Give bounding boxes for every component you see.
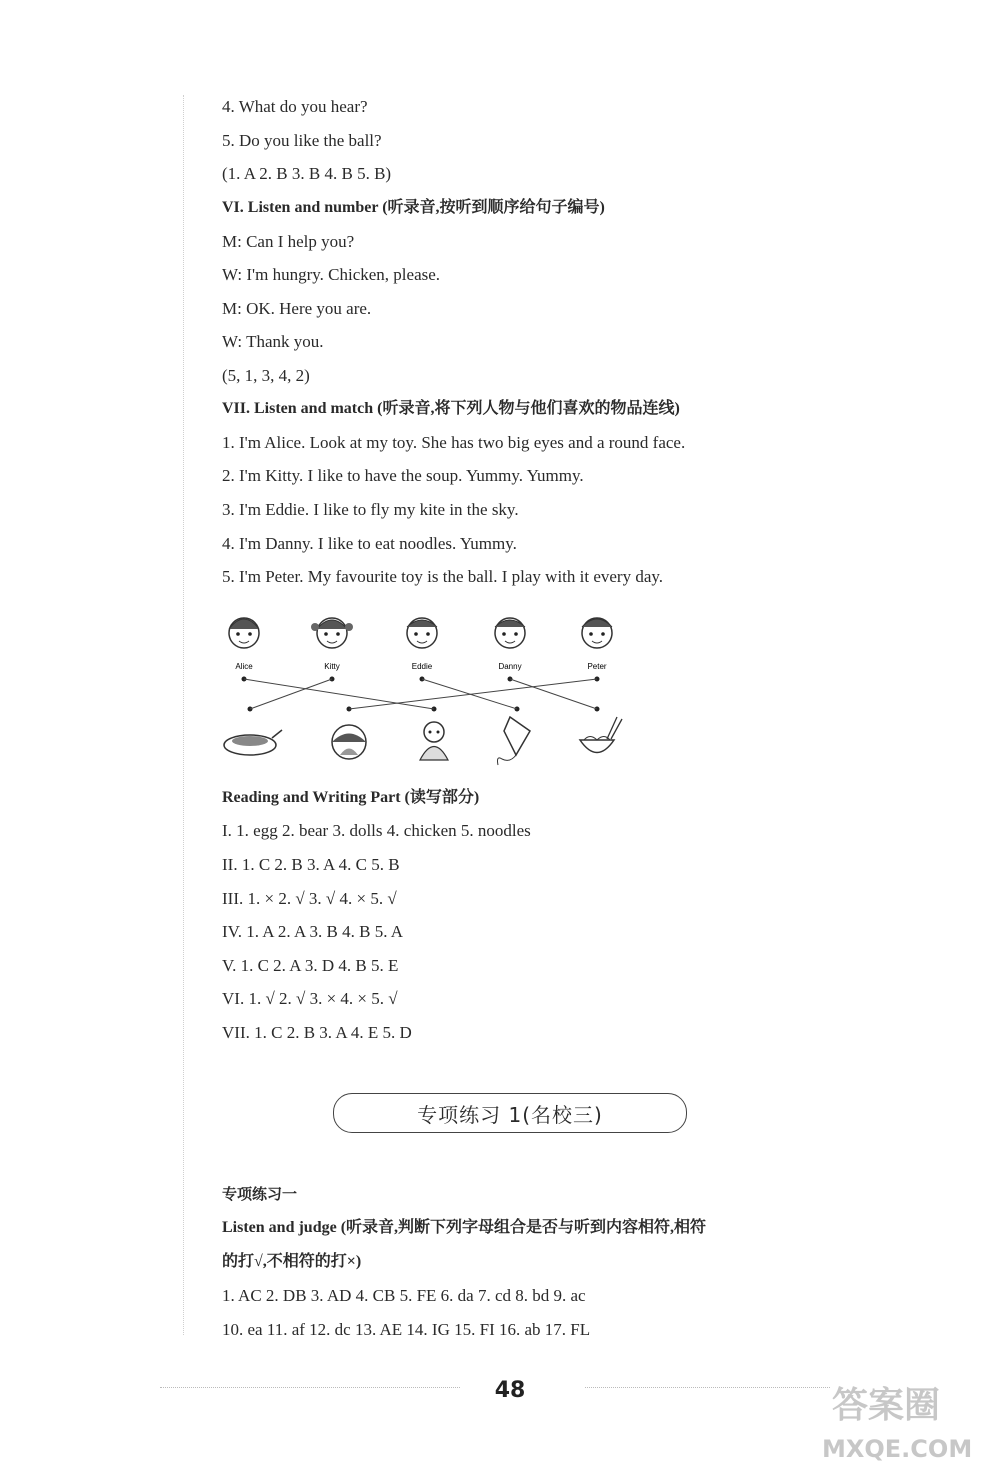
answer-row: II. 1. C 2. B 3. A 4. C 5. B [222, 855, 400, 874]
dialogue-line: W: Thank you. [222, 332, 324, 351]
answer-row: III. 1. × 2. √ 3. √ 4. × 5. √ [222, 889, 397, 908]
name-peter: Peter [587, 662, 607, 671]
dialogue-line: W: I'm hungry. Chicken, please. [222, 265, 441, 284]
answer-row: IV. 1. A 2. A 3. B 4. B 5. A [222, 922, 404, 941]
watermark-logo [812, 1372, 992, 1467]
dialogue-line: M: Can I help you? [222, 232, 355, 251]
transcript-line: 2. I'm Kitty. I like to have the soup. Yummy. Yummy. [222, 466, 584, 485]
matching-figure [212, 605, 632, 775]
svg-text:MXQE.COM: MXQE.COM [822, 1435, 973, 1463]
answers-line-2: 10. ea 11. af 12. dc 13. AE 14. IG 15. FI 16. ab 17. FL [222, 1320, 591, 1339]
question-5: 5. Do you like the ball? [222, 131, 382, 150]
transcript-line: 1. I'm Alice. Look at my toy. She has two big eyes and a round face. [222, 433, 686, 452]
name-eddie: Eddie [411, 662, 433, 671]
dialogue-line: M: OK. Here you are. [222, 299, 372, 318]
section-vi-answers: (5, 1, 3, 4, 2) [222, 366, 310, 385]
ball-icon [332, 725, 366, 759]
name-kitty: Kitty [324, 662, 340, 671]
special-practice-title: 专项练习 1(名校三) [417, 1102, 603, 1127]
question-4: 4. What do you hear? [222, 97, 368, 116]
svg-text:答案圈: 答案圈 [832, 1385, 941, 1426]
reading-writing-heading: Reading and Writing Part (读写部分) [222, 789, 480, 806]
footer-divider-right [585, 1387, 830, 1388]
face-peter-icon [582, 618, 612, 648]
answers-line-1: 1. AC 2. DB 3. AD 4. CB 5. FE 6. da 7. cd 8. bd 9. ac [222, 1286, 586, 1305]
kite-icon [498, 717, 531, 765]
footer-divider-left [160, 1387, 460, 1388]
special-practice-title-box [333, 1093, 687, 1133]
noodles-icon [580, 717, 622, 753]
face-eddie-icon [407, 618, 437, 648]
section-vii-heading: VII. Listen and match (听录音,将下列人物与他们喜欢的物品连线) [222, 400, 680, 417]
answer-row: VI. 1. √ 2. √ 3. × 4. × 5. √ [222, 989, 398, 1008]
name-alice: Alice [235, 662, 253, 671]
answer-row: V. 1. C 2. A 3. D 4. B 5. E [222, 956, 399, 975]
answer-row: VII. 1. C 2. B 3. A 4. E 5. D [222, 1023, 412, 1042]
instruction-line-2: 的打√,不相符的打×) [222, 1253, 362, 1270]
soup-icon [224, 730, 282, 755]
answer-row: I. 1. egg 2. bear 3. dolls 4. chicken 5. noodles [222, 821, 531, 840]
matching-lines [244, 679, 597, 709]
transcript-line: 3. I'm Eddie. I like to fly my kite in the sky. [222, 500, 519, 519]
name-danny: Danny [498, 662, 522, 671]
margin-dotted-line [183, 95, 184, 1335]
section-vi-heading: VI. Listen and number (听录音,按听到顺序给句子编号) [222, 199, 605, 216]
instruction-line-1: Listen and judge (听录音,判断下列字母组合是否与听到内容相符,相符 [222, 1219, 707, 1236]
doll-icon [420, 722, 448, 760]
special-practice-subheading: 专项练习一 [222, 1185, 298, 1203]
face-kitty-icon [311, 618, 353, 648]
face-danny-icon [495, 618, 525, 648]
section-v-answers: (1. A 2. B 3. B 4. B 5. B) [222, 164, 392, 183]
transcript-line: 5. I'm Peter. My favourite toy is the ball. I play with it every day. [222, 567, 664, 586]
transcript-line: 4. I'm Danny. I like to eat noodles. Yummy. [222, 534, 517, 553]
face-alice-icon [229, 618, 259, 648]
page-number: 48 [494, 1378, 526, 1403]
